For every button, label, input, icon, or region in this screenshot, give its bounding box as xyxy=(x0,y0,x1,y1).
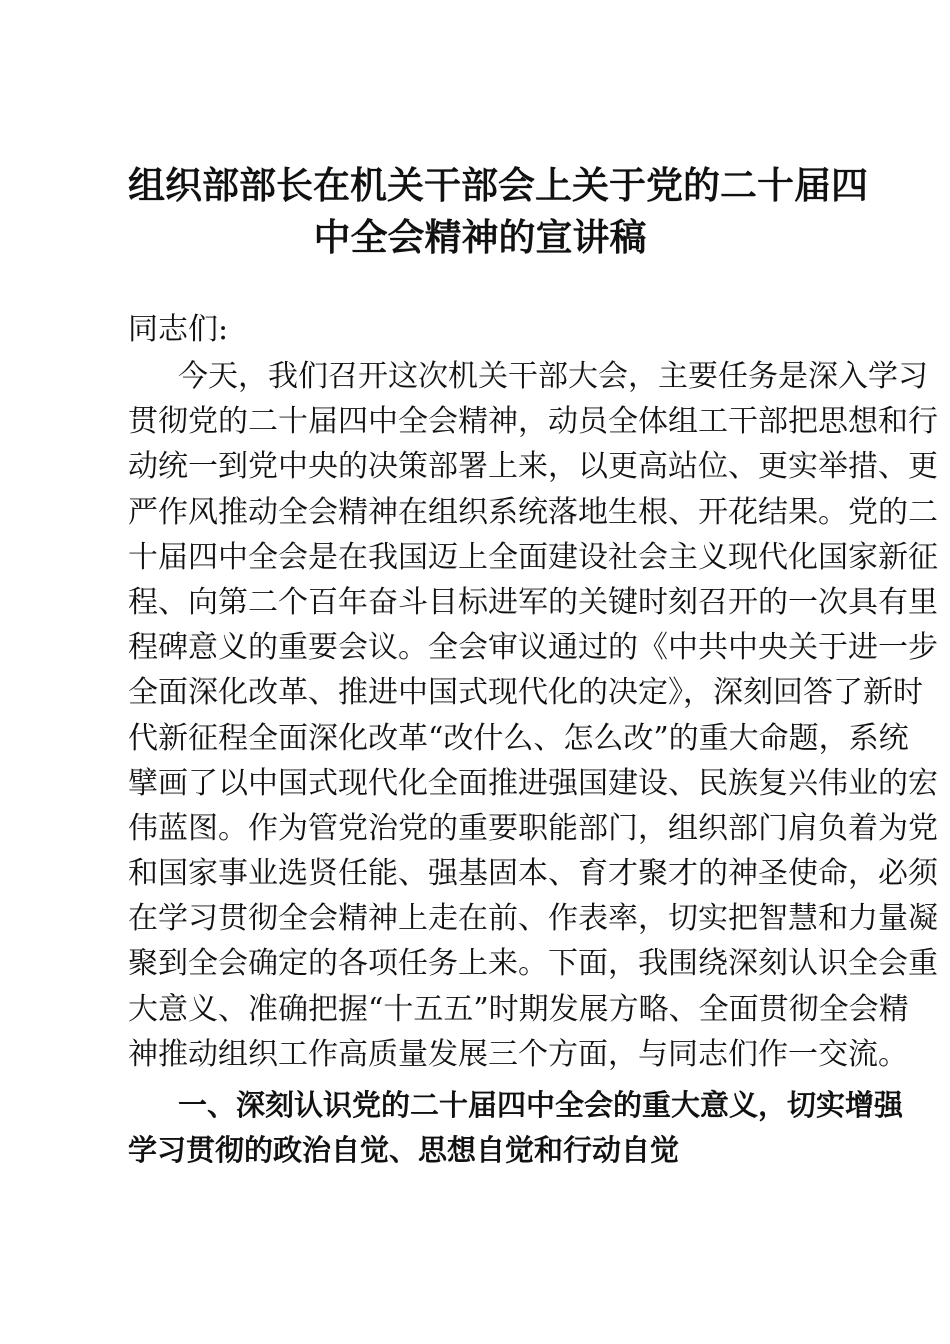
title-line: 组织部部长在机关干部会上关于党的二十届四 xyxy=(128,164,868,207)
text-line: 神推动组织工作高质量发展三个方面，与同志们作一交流。 xyxy=(128,1036,908,1072)
text-line: 程、向第二个百年奋斗目标进军的关键时刻召开的一次具有里 xyxy=(128,584,938,620)
text-line: 全面深化改革、推进中国式现代化的决定》，深刻回答了新时 xyxy=(128,675,923,711)
text-line: 一、深刻认识党的二十届四中全会的重大意义，切实增强 xyxy=(178,1088,904,1122)
document-body xyxy=(128,308,938,1173)
text-line: 大意义、准确把握“十五五”时期发展方略、全面贯彻全会精 xyxy=(128,991,909,1027)
title-line: 中全会精神的宣讲稿 xyxy=(313,216,647,259)
text-line: 在学习贯彻全会精神上走在前、作表率，切实把智慧和力量凝 xyxy=(128,901,938,937)
text-line: 程碑意义的重要会议。全会审议通过的《中共中央关于进一步 xyxy=(128,630,938,666)
greeting: 同志们: xyxy=(128,312,229,347)
text-line: 学习贯彻的政治自觉、思想自觉和行动自觉 xyxy=(128,1133,680,1168)
text-line: 和国家事业选贤任能、强基固本、育才聚才的神圣使命，必须 xyxy=(128,856,938,892)
text-line: 贯彻党的二十届四中全会精神，动员全体组工干部把思想和行 xyxy=(128,404,938,440)
section-heading-1 xyxy=(128,1083,904,1173)
text-line: 动统一到党中央的决策部署上来，以更高站位、更实举措、更 xyxy=(128,449,938,485)
text-line: 代新征程全面深化改革“改什么、怎么改”的重大命题，系统 xyxy=(128,720,909,756)
document-title xyxy=(128,160,868,264)
text-line: 十届四中全会是在我国迈上全面建设社会主义现代化国家新征 xyxy=(128,539,938,575)
text-line: 严作风推动全会精神在组织系统落地生根、开花结果。党的二 xyxy=(128,494,938,530)
paragraph-intro xyxy=(128,354,938,1077)
text-line: 伟蓝图。作为管党治党的重要职能部门，组织部门肩负着为党 xyxy=(128,810,938,846)
text-line: 聚到全会确定的各项任务上来。下面，我围绕深刻认识全会重 xyxy=(128,946,938,982)
text-line: 擘画了以中国式现代化全面推进强国建设、民族复兴伟业的宏 xyxy=(128,765,938,801)
text-line: 今天，我们召开这次机关干部大会，主要任务是深入学习 xyxy=(178,359,928,394)
